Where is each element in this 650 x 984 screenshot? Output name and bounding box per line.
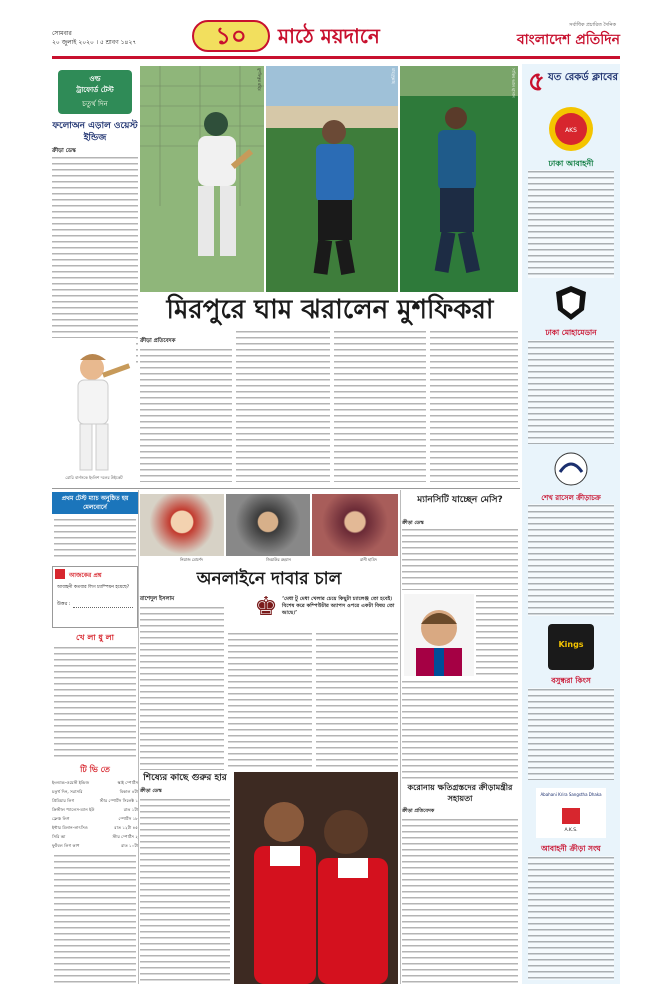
main-story-col-2 [236, 330, 330, 482]
header-day: সোমবার [52, 30, 72, 37]
lead-byline: ক্রীড়া ডেস্ক [52, 148, 76, 154]
tv-row-label: প্রিমিয়ার লিগ [52, 798, 75, 803]
aks-logo [536, 788, 606, 838]
club-name-sheikh-russel: শেখ রাসেল ক্রীড়াচক্র [541, 494, 601, 502]
photo-shakib [400, 66, 518, 292]
abahani-logo [548, 106, 594, 152]
club-text-mohammedan [528, 340, 614, 444]
photo-mahmudullah-graphic [266, 66, 398, 292]
schedule-text [54, 646, 136, 760]
tv-row-label: ইন্টার মিলান-লাৎসিও [52, 825, 88, 830]
abahani-logo-icon [548, 106, 594, 152]
chess-piece-icon: ♚ [254, 592, 278, 622]
mohammedan-logo-icon [554, 284, 588, 322]
tv-row-value: বিকাল ৪টা [119, 789, 138, 794]
tv-row [52, 814, 138, 823]
corona-byline: ক্রীড়া প্রতিবেদক [402, 808, 435, 814]
tv-row-label: ইংল্যান্ড-ওয়েস্ট ইন্ডিজ [52, 780, 90, 785]
photo-arsenal [234, 772, 398, 984]
caption-rani: রানী হামিদ [360, 557, 377, 562]
rory-photo-caption: রোরি বার্নসকে ইংলিশ দলের উইকেট [65, 475, 123, 480]
aks-logo-name: Abahani Krira Sangstha Dhaka [540, 792, 602, 797]
club-name-kings: বসুন্ধরা কিংস [551, 676, 591, 685]
main-story-col-1 [140, 348, 232, 482]
corona-text [402, 818, 518, 984]
club-text-sheikh-russel [528, 504, 614, 616]
page-header [0, 0, 650, 62]
sheikh-russel-logo [554, 452, 588, 486]
tv-extra-text [54, 854, 136, 984]
main-byline: ক্রীড়া প্রতিবেদক [140, 338, 176, 344]
tv-title: টি ভি তে [80, 765, 110, 774]
photo-tag-1: মুশফিকুর রহিম [257, 68, 262, 91]
aks-logo-sub: A.K.S. [564, 828, 578, 833]
tv-row-label: ফুটবল লিগ কাপ [52, 843, 80, 848]
quiz-box [52, 566, 138, 628]
kings-logo-text: Kings [558, 640, 584, 649]
tv-row [52, 796, 138, 805]
online-pull-quote: ‘মেধা টু মেধা খেলার চেয়ে কিছুটা চ্যালেঞ্জ তো হবেই। বিশেষ করে কম্পিউটার অ্যাপস ওপরে একটা বিষয় তো আছে।’ [282, 596, 395, 616]
trivia-box [52, 492, 138, 562]
aks-logo-mark [562, 808, 580, 824]
caption-ziaur: জিয়াউর রহমান [266, 557, 291, 562]
club-text-abahani [528, 170, 614, 278]
arsenal-byline: ক্রীড়া ডেস্ক [140, 788, 162, 794]
quiz-badge [55, 569, 65, 579]
messi-headline: ম্যানসিটি যাচ্ছেন মেসি? [417, 495, 503, 505]
chess-photo-strip [140, 494, 398, 564]
column-rule-1 [138, 490, 139, 984]
tv-row [52, 787, 138, 796]
photo-mahmudullah [266, 66, 398, 292]
tv-row-value: রাত ১০টা [121, 843, 138, 848]
tv-row-value: রাত ১২টা ৪৫ [114, 825, 138, 830]
tv-row-value: স্কাই স্পোর্টস [117, 780, 138, 785]
tv-row [52, 841, 138, 850]
tv-rows [52, 778, 138, 850]
badge-line-1: ওল্ড [89, 75, 101, 83]
photo-tag-3: সাকিব আল হাসান [511, 68, 516, 98]
lead-body-text [52, 156, 138, 364]
badge-line-2: ট্রাফোর্ড টেস্ট [76, 86, 114, 94]
photo-mushfiq [140, 66, 264, 292]
photo-rani [312, 494, 398, 556]
online-col-1 [140, 606, 224, 770]
club-name-aks: আবাহনী ক্রীড়া সংঘ [541, 844, 601, 853]
svg-text:AKS: AKS [565, 127, 577, 134]
messi-text-1 [402, 528, 518, 590]
main-story-col-4 [430, 330, 518, 482]
clubs-sidebar [522, 64, 620, 984]
lead-headline: ফলোঅন এড়াল ওয়েস্ট ইন্ডিজ [52, 121, 138, 143]
tv-row-label: ফ্রেঞ্চ লিগ [52, 816, 70, 821]
tv-row-label: সিরি আ [52, 834, 66, 839]
tv-row-value: স্পোর্টস ১৮ [118, 816, 138, 821]
messi-byline: ক্রীড়া ডেস্ক [402, 520, 424, 526]
tv-row [52, 832, 138, 841]
masthead: বাংলাদেশ প্রতিদিন [516, 32, 620, 48]
header-rule [52, 56, 620, 59]
photo-shakib-graphic [400, 66, 518, 292]
club-text-kings [528, 688, 614, 780]
quiz-answer-label: উত্তর : [57, 601, 71, 607]
club-name-abahani: ঢাকা আবাহনী [548, 159, 594, 168]
tv-row-value: রাত ১টা [123, 807, 138, 812]
main-story-col-3 [334, 330, 426, 482]
photo-ziaur [226, 494, 310, 556]
photo-messi [404, 594, 474, 676]
page-number: ১০ [215, 22, 247, 50]
tv-row [52, 778, 138, 787]
photo-niaz [140, 494, 224, 556]
trivia-text [54, 518, 136, 560]
tv-row [52, 823, 138, 832]
messi-text-3 [402, 680, 518, 780]
tv-box [52, 764, 138, 984]
quiz-answer-line[interactable] [73, 607, 133, 608]
column-rule-2 [400, 490, 401, 984]
mohammedan-logo [554, 284, 588, 322]
corona-headline: করোনায় ক্ষতিগ্রস্তদের ক্রীড়ামন্ত্রীর সহায়তা [407, 783, 513, 803]
lead-story [52, 64, 138, 364]
online-headline: অনলাইনে দাবার চাল [196, 569, 342, 589]
caption-niaz: নিয়াজ মোর্শেদ [180, 557, 203, 562]
photo-tag-2: মাহমুদুল্লাহ [391, 68, 396, 84]
tv-row [52, 805, 138, 814]
main-headline: মিরপুরে ঘাম ঝরালেন মুশফিকরা [166, 295, 494, 325]
clubs-heading: যত রেকর্ড ক্লাবের [548, 72, 618, 83]
photo-rory-burns-graphic [52, 338, 136, 482]
tv-row-value: স্টার স্পোর্টস সিলেক্ট ১ [99, 798, 138, 803]
schedule-box [52, 632, 138, 760]
club-text-aks [528, 856, 614, 980]
online-byline: রাশেদুল ইসলাম [140, 596, 175, 602]
messi-text-2 [476, 594, 518, 676]
quiz-question: আবাহনী কতবার লিগ চ্যাম্পিয়ন হয়েছে? [57, 585, 130, 590]
sheikh-russel-logo-icon [554, 452, 588, 486]
kings-logo [548, 624, 594, 670]
photo-mushfiq-graphic [140, 66, 264, 292]
quiz-title: আজকের প্রশ্ন [69, 572, 102, 579]
arsenal-text [140, 798, 230, 984]
club-name-mohammedan: ঢাকা মোহামেডান [545, 328, 597, 337]
online-col-3 [316, 632, 398, 770]
header-date: ২০ জুলাই ২০২০ । ৫ শ্রাবণ ১৪২৭ [52, 39, 137, 46]
row-rule-1 [52, 488, 520, 489]
tv-row-label: চতুর্থ দিন, সরাসরি [52, 789, 83, 794]
tv-row-label: ক্রিস্টাল প্যালেস-ম্যান ইউ [52, 807, 95, 812]
photo-arsenal-graphic [234, 772, 398, 984]
masthead-tag: সর্বাধিক প্রচারিত দৈনিক [569, 22, 616, 28]
trivia-title: প্রথম টেস্ট ম্যাচ অনুষ্ঠিত হয় মেলবোর্নে [52, 492, 138, 514]
tv-row-value: স্টার স্পোর্টস ২ [112, 834, 138, 839]
badge-line-3: চতুর্থ দিন [82, 100, 108, 108]
photo-rory-burns [52, 338, 136, 482]
online-col-2 [228, 632, 312, 770]
clubs-heading-number: ৫ [528, 67, 545, 97]
schedule-title: খে লা ধু লা [76, 633, 114, 642]
photo-messi-graphic [404, 594, 474, 676]
arsenal-headline: শিষ্যের কাছে গুরুর হার [143, 773, 227, 783]
section-title: মাঠে ময়দানে [278, 24, 380, 48]
